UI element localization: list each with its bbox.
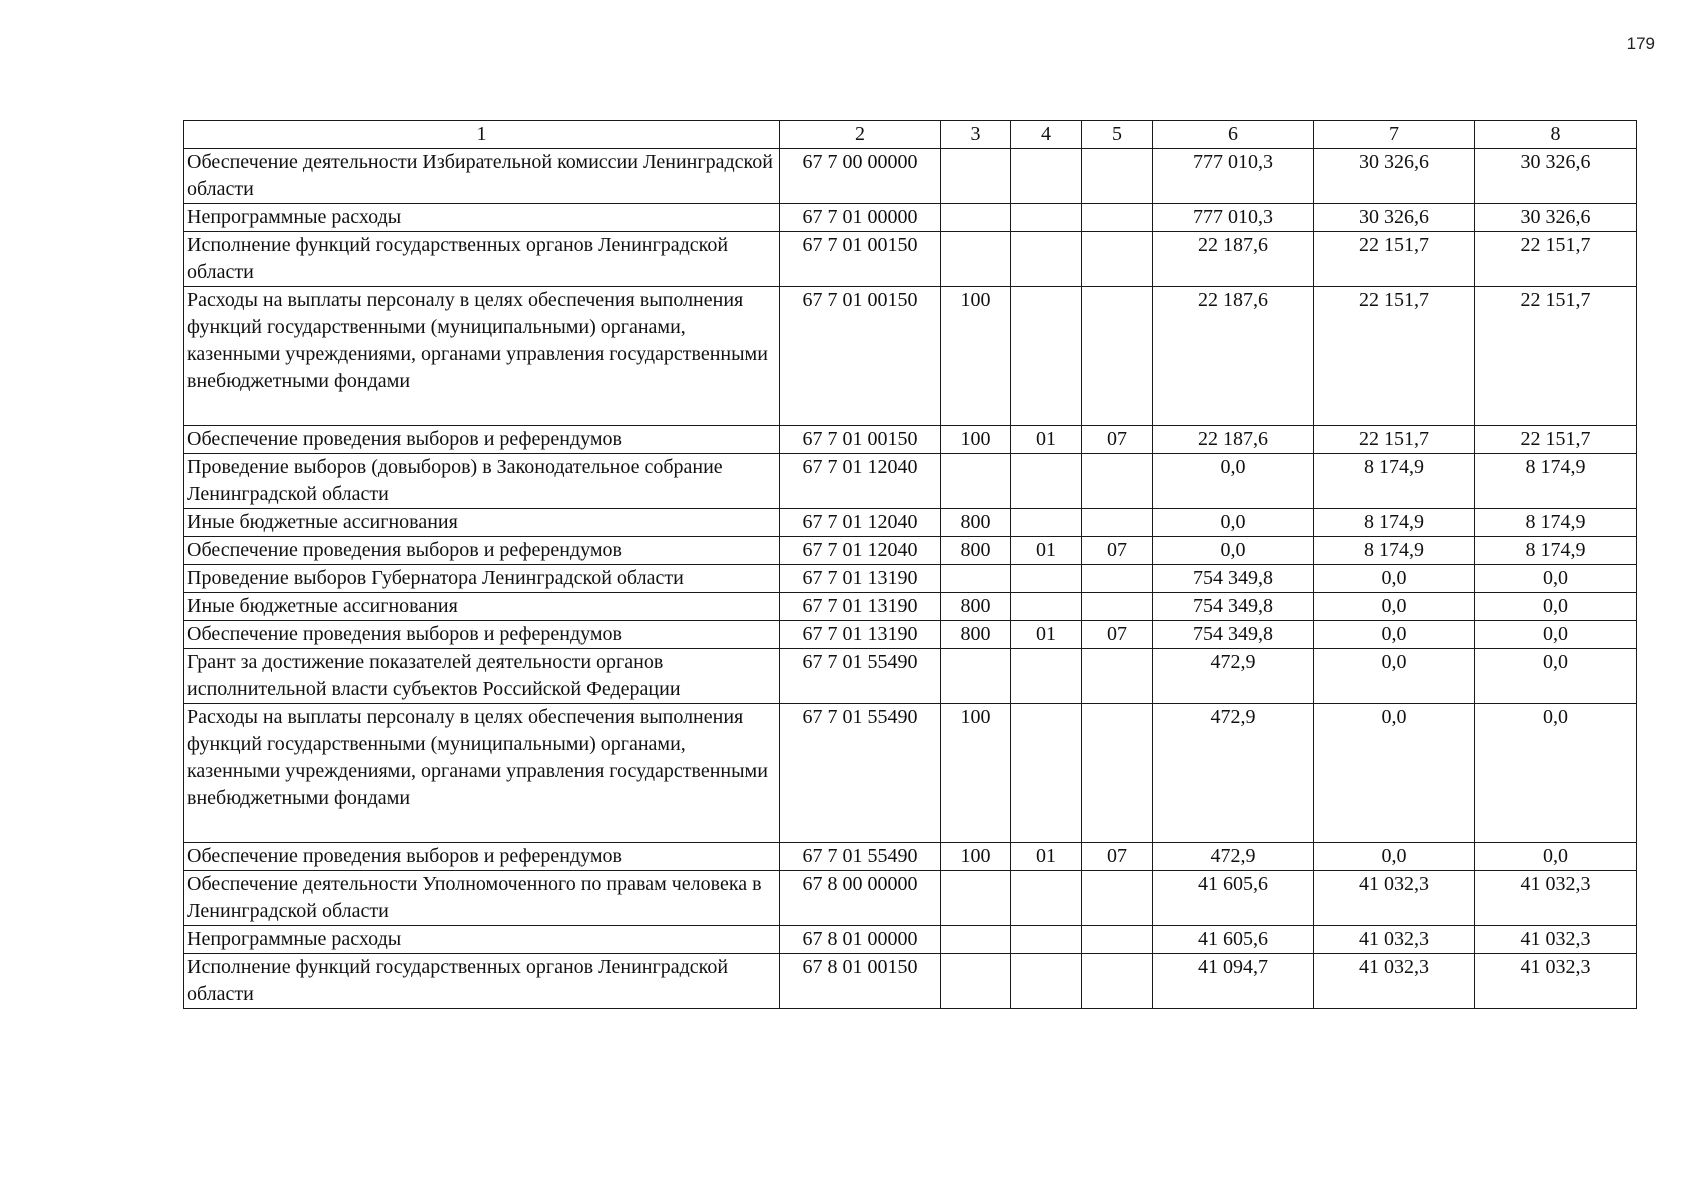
row-name: Исполнение функций государственных органов Ленинградской области: [184, 954, 780, 1009]
row-col5: [1082, 926, 1153, 954]
row-col3: [941, 454, 1011, 509]
row-value-6: 22 187,6: [1153, 426, 1314, 454]
row-value-7: 41 032,3: [1314, 926, 1475, 954]
row-code: 67 7 01 00150: [780, 287, 941, 426]
row-value-8: 30 326,6: [1475, 149, 1637, 204]
row-value-8: 0,0: [1475, 704, 1637, 843]
row-col4: [1011, 649, 1082, 704]
table-row: [184, 704, 1637, 843]
table-row: [184, 149, 1637, 204]
page-number: 179: [1626, 34, 1655, 53]
row-col5: 07: [1082, 537, 1153, 565]
row-value-6: 41 094,7: [1153, 954, 1314, 1009]
row-col5: [1082, 509, 1153, 537]
row-col5: [1082, 954, 1153, 1009]
row-value-6: 754 349,8: [1153, 565, 1314, 593]
row-value-6: 22 187,6: [1153, 232, 1314, 287]
row-name: Проведение выборов Губернатора Ленинградской области: [184, 565, 780, 593]
row-col3: 100: [941, 426, 1011, 454]
row-col4: [1011, 232, 1082, 287]
row-col5: [1082, 871, 1153, 926]
column-header-7: 7: [1314, 121, 1475, 149]
row-col4: [1011, 149, 1082, 204]
row-value-7: 0,0: [1314, 565, 1475, 593]
row-col3: 800: [941, 509, 1011, 537]
row-value-7: 0,0: [1314, 649, 1475, 704]
row-col3: 100: [941, 843, 1011, 871]
row-value-7: 0,0: [1314, 843, 1475, 871]
row-value-6: 41 605,6: [1153, 871, 1314, 926]
table-row: [184, 926, 1637, 954]
row-value-6: 754 349,8: [1153, 593, 1314, 621]
row-code: 67 7 01 12040: [780, 537, 941, 565]
row-code: 67 7 01 13190: [780, 565, 941, 593]
row-col4: [1011, 926, 1082, 954]
table-body: [184, 149, 1637, 1009]
row-code: 67 8 01 00000: [780, 926, 941, 954]
row-value-8: 0,0: [1475, 843, 1637, 871]
row-col5: [1082, 232, 1153, 287]
column-header-8: 8: [1475, 121, 1637, 149]
row-name: Обеспечение деятельности Уполномоченного по правам человека в Ленинградской области: [184, 871, 780, 926]
row-value-7: 8 174,9: [1314, 537, 1475, 565]
row-col3: [941, 232, 1011, 287]
table-row: [184, 621, 1637, 649]
row-code: 67 7 01 55490: [780, 704, 941, 843]
column-header-2: 2: [780, 121, 941, 149]
row-name: Расходы на выплаты персоналу в целях обеспечения выполнения функций государственными (муниципальными) органами, казенными учреждениями, органами управления государственными внебюджетными фондами: [184, 287, 780, 426]
row-name: Исполнение функций государственных органов Ленинградской области: [184, 232, 780, 287]
row-value-8: 22 151,7: [1475, 232, 1637, 287]
row-code: 67 7 01 13190: [780, 621, 941, 649]
row-col5: 07: [1082, 621, 1153, 649]
row-value-7: 0,0: [1314, 593, 1475, 621]
row-code: 67 7 00 00000: [780, 149, 941, 204]
row-value-7: 22 151,7: [1314, 232, 1475, 287]
row-col3: 100: [941, 704, 1011, 843]
row-value-6: 41 605,6: [1153, 926, 1314, 954]
row-col3: 800: [941, 593, 1011, 621]
row-col4: 01: [1011, 621, 1082, 649]
row-col3: [941, 149, 1011, 204]
row-name: Обеспечение проведения выборов и референдумов: [184, 843, 780, 871]
row-col4: [1011, 593, 1082, 621]
row-name: Иные бюджетные ассигнования: [184, 593, 780, 621]
row-col3: [941, 926, 1011, 954]
column-header-4: 4: [1011, 121, 1082, 149]
row-value-6: 472,9: [1153, 843, 1314, 871]
row-value-6: 472,9: [1153, 649, 1314, 704]
row-value-7: 8 174,9: [1314, 454, 1475, 509]
column-header-3: 3: [941, 121, 1011, 149]
row-value-8: 0,0: [1475, 565, 1637, 593]
row-code: 67 7 01 00150: [780, 426, 941, 454]
row-name: Непрограммные расходы: [184, 204, 780, 232]
row-value-8: 0,0: [1475, 593, 1637, 621]
table-row: [184, 509, 1637, 537]
row-code: 67 7 01 00150: [780, 232, 941, 287]
row-col3: [941, 954, 1011, 1009]
row-value-8: 30 326,6: [1475, 204, 1637, 232]
row-col5: [1082, 649, 1153, 704]
column-header-1: 1: [184, 121, 780, 149]
row-value-6: 0,0: [1153, 454, 1314, 509]
row-col3: [941, 871, 1011, 926]
row-value-8: 8 174,9: [1475, 454, 1637, 509]
row-col5: [1082, 565, 1153, 593]
row-col4: [1011, 509, 1082, 537]
row-name: Грант за достижение показателей деятельности органов исполнительной власти субъектов Российской Федерации: [184, 649, 780, 704]
table-row: [184, 843, 1637, 871]
table-row: [184, 454, 1637, 509]
row-col3: 800: [941, 537, 1011, 565]
row-code: 67 7 01 55490: [780, 649, 941, 704]
header-row: [184, 121, 1637, 149]
row-value-7: 0,0: [1314, 704, 1475, 843]
row-col3: [941, 204, 1011, 232]
row-col5: [1082, 149, 1153, 204]
column-header-5: 5: [1082, 121, 1153, 149]
row-name: Обеспечение проведения выборов и референдумов: [184, 426, 780, 454]
row-value-7: 30 326,6: [1314, 204, 1475, 232]
row-code: 67 7 01 12040: [780, 454, 941, 509]
table-row: [184, 232, 1637, 287]
column-header-6: 6: [1153, 121, 1314, 149]
row-value-8: 0,0: [1475, 649, 1637, 704]
row-col4: [1011, 565, 1082, 593]
table-row: [184, 871, 1637, 926]
row-value-7: 8 174,9: [1314, 509, 1475, 537]
row-col5: [1082, 287, 1153, 426]
row-value-7: 22 151,7: [1314, 287, 1475, 426]
row-col5: [1082, 454, 1153, 509]
row-value-7: 0,0: [1314, 621, 1475, 649]
row-value-8: 22 151,7: [1475, 287, 1637, 426]
table-row: [184, 649, 1637, 704]
row-value-8: 41 032,3: [1475, 954, 1637, 1009]
row-value-8: 41 032,3: [1475, 871, 1637, 926]
row-value-8: 41 032,3: [1475, 926, 1637, 954]
row-value-6: 777 010,3: [1153, 204, 1314, 232]
row-col3: 800: [941, 621, 1011, 649]
row-value-8: 8 174,9: [1475, 537, 1637, 565]
row-name: Обеспечение проведения выборов и референдумов: [184, 537, 780, 565]
row-value-6: 472,9: [1153, 704, 1314, 843]
budget-table: [183, 120, 1637, 1009]
row-name: Обеспечение деятельности Избирательной комиссии Ленинградской области: [184, 149, 780, 204]
row-value-7: 30 326,6: [1314, 149, 1475, 204]
row-code: 67 8 00 00000: [780, 871, 941, 926]
row-name: Расходы на выплаты персоналу в целях обеспечения выполнения функций государственными (муниципальными) органами, казенными учреждениями, органами управления государственными внебюджетными фондами: [184, 704, 780, 843]
row-value-6: 754 349,8: [1153, 621, 1314, 649]
row-name: Обеспечение проведения выборов и референдумов: [184, 621, 780, 649]
row-col5: 07: [1082, 426, 1153, 454]
row-col4: [1011, 871, 1082, 926]
row-col3: [941, 649, 1011, 704]
row-value-8: 8 174,9: [1475, 509, 1637, 537]
row-col5: [1082, 593, 1153, 621]
table-row: [184, 287, 1637, 426]
row-code: 67 7 01 12040: [780, 509, 941, 537]
table-row: [184, 537, 1637, 565]
row-col4: [1011, 454, 1082, 509]
row-name: Проведение выборов (довыборов) в Законодательное собрание Ленинградской области: [184, 454, 780, 509]
row-col5: [1082, 204, 1153, 232]
row-col4: [1011, 204, 1082, 232]
row-col4: [1011, 287, 1082, 426]
table-row: [184, 204, 1637, 232]
row-value-6: 0,0: [1153, 509, 1314, 537]
row-code: 67 7 01 00000: [780, 204, 941, 232]
row-value-7: 41 032,3: [1314, 871, 1475, 926]
row-value-6: 22 187,6: [1153, 287, 1314, 426]
row-code: 67 8 01 00150: [780, 954, 941, 1009]
row-name: Иные бюджетные ассигнования: [184, 509, 780, 537]
table-row: [184, 426, 1637, 454]
row-col3: 100: [941, 287, 1011, 426]
row-col4: 01: [1011, 843, 1082, 871]
row-value-6: 0,0: [1153, 537, 1314, 565]
table-row: [184, 954, 1637, 1009]
row-col4: 01: [1011, 426, 1082, 454]
row-col5: 07: [1082, 843, 1153, 871]
table-row: [184, 565, 1637, 593]
row-name: Непрограммные расходы: [184, 926, 780, 954]
row-col3: [941, 565, 1011, 593]
row-col4: 01: [1011, 537, 1082, 565]
row-value-8: 0,0: [1475, 621, 1637, 649]
row-value-6: 777 010,3: [1153, 149, 1314, 204]
row-col5: [1082, 704, 1153, 843]
row-code: 67 7 01 13190: [780, 593, 941, 621]
row-code: 67 7 01 55490: [780, 843, 941, 871]
row-col4: [1011, 954, 1082, 1009]
table-row: [184, 593, 1637, 621]
row-value-8: 22 151,7: [1475, 426, 1637, 454]
row-col4: [1011, 704, 1082, 843]
row-value-7: 22 151,7: [1314, 426, 1475, 454]
row-value-7: 41 032,3: [1314, 954, 1475, 1009]
